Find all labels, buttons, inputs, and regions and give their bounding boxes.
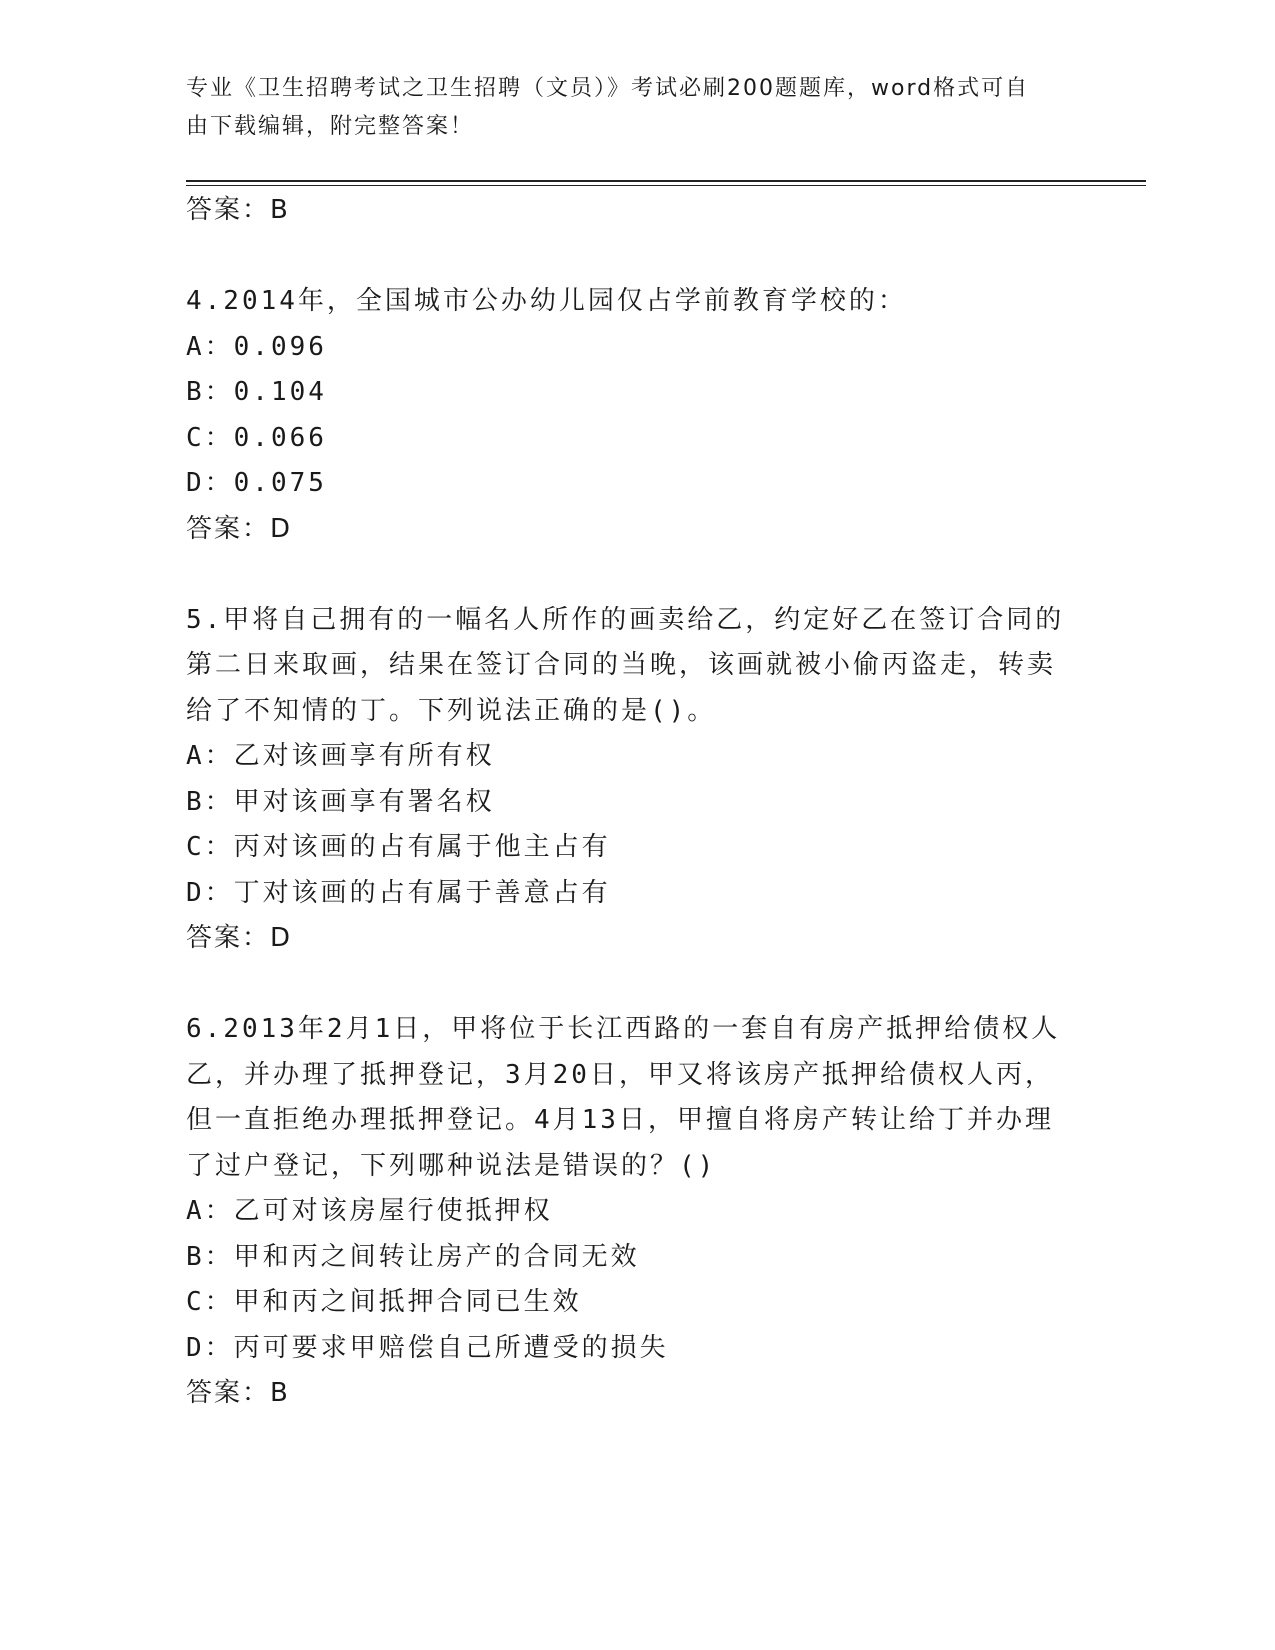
header-line-2: 由下载编辑，附完整答案！ [186, 114, 475, 139]
answer: 答案：B [186, 1378, 290, 1408]
document-body [186, 188, 1086, 1417]
question-stem: 第二日来取画，结果在签订合同的当晚，该画就被小偷丙盗走，转卖 [186, 650, 1057, 680]
answer: 答案：D [186, 513, 293, 544]
option-a: A：0.096 [186, 331, 327, 362]
option-a: A：乙对该画享有所有权 [186, 741, 495, 771]
spacer [186, 962, 1086, 1008]
answer-previous: 答案：B [186, 195, 290, 225]
option-b: B：甲和丙之间转让房产的合同无效 [186, 1241, 640, 1272]
header-divider-thin [186, 185, 1146, 186]
option-b: B：甲对该画享有署名权 [186, 786, 495, 817]
spacer [186, 234, 1086, 280]
document-header [186, 70, 1066, 146]
question-5 [186, 598, 1086, 962]
option-d: D：丙可要求甲赔偿自己所遭受的损失 [186, 1332, 669, 1363]
question-stem: 给了不知情的丁。下列说法正确的是()。 [186, 695, 717, 726]
question-stem: 了过户登记，下列哪种说法是错误的？() [186, 1150, 717, 1181]
answer: 答案：D [186, 923, 293, 953]
question-4 [186, 279, 1086, 552]
question-stem: 但一直拒绝办理抵押登记。4月13日，甲擅自将房产转让给丁并办理 [186, 1105, 1054, 1135]
spacer [186, 552, 1086, 598]
option-d: D：丁对该画的占有属于善意占有 [186, 877, 611, 908]
header-line-1: 专业《卫生招聘考试之卫生招聘（文员）》考试必刷200题题库，word格式可自 [186, 76, 1030, 101]
option-c: C：丙对该画的占有属于他主占有 [186, 832, 611, 862]
option-b: B：0.104 [186, 377, 327, 407]
option-c: C：0.066 [186, 422, 327, 453]
question-stem: 乙，并办理了抵押登记，3月20日，甲又将该房产抵押给债权人丙， [186, 1059, 1054, 1090]
question-6 [186, 1007, 1086, 1417]
question-stem: 5.甲将自己拥有的一幅名人所作的画卖给乙，约定好乙在签订合同的 [186, 604, 1065, 635]
option-a: A：乙可对该房屋行使抵押权 [186, 1196, 553, 1226]
option-c: C：甲和丙之间抵押合同已生效 [186, 1287, 582, 1317]
question-stem: 6.2013年2月1日，甲将位于长江西路的一套自有房产抵押给债权人 [186, 1014, 1061, 1044]
question-stem: 4.2014年，全国城市公办幼儿园仅占学前教育学校的： [186, 286, 907, 316]
header-divider-thick [186, 180, 1146, 182]
option-d: D：0.075 [186, 468, 327, 498]
